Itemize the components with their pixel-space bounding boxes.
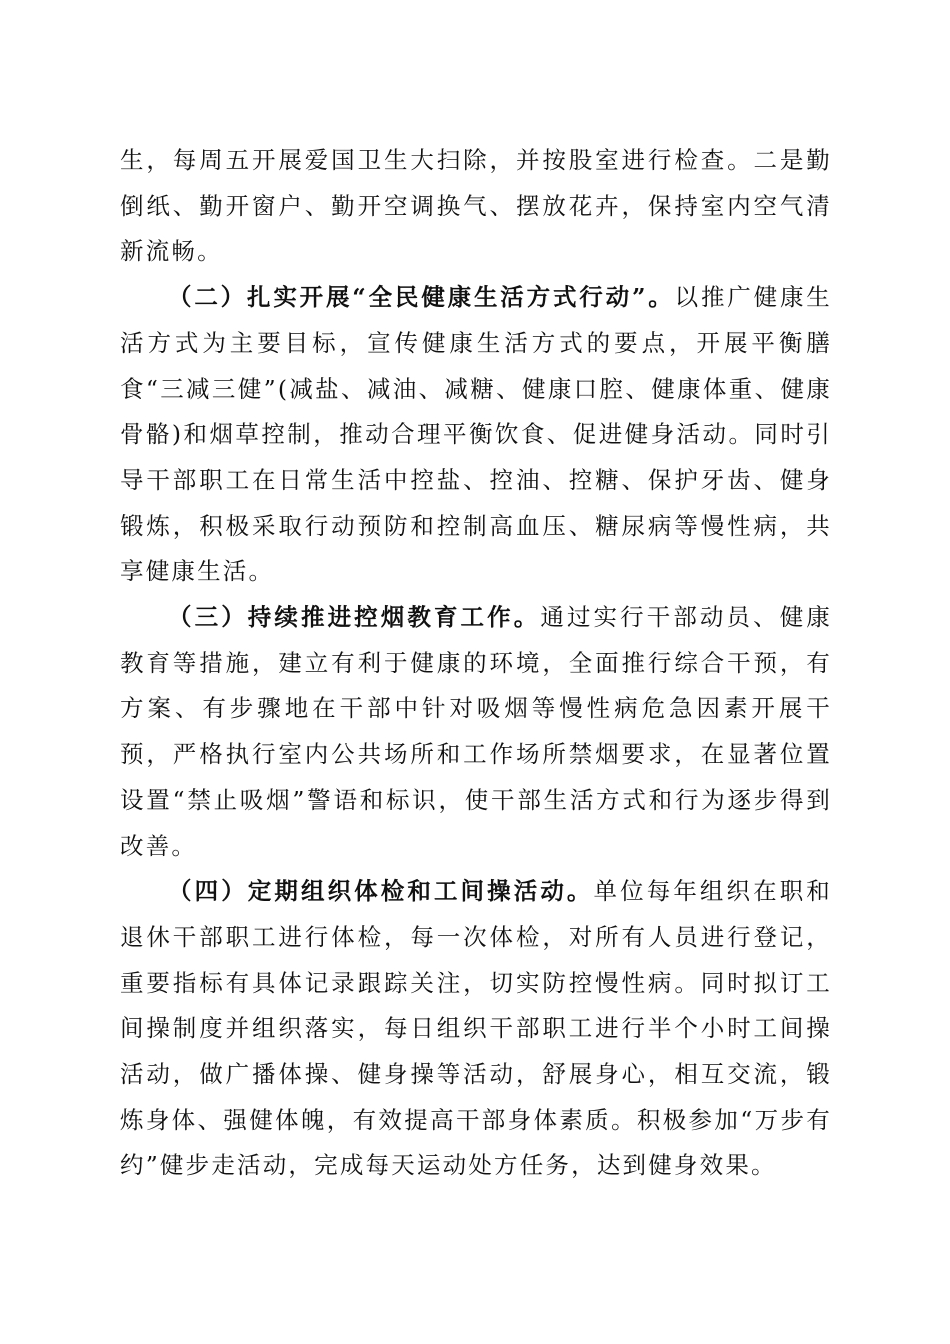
- paragraph-text: 生，每周五开展爱国卫生大扫除，并按股室进行检查。二是勤倒纸、勤开窗户、勤开空调换气、摆放花卉，保持室内空气清新流畅。: [120, 146, 832, 266]
- section-heading: （三）持续推进控烟教育工作。: [168, 603, 541, 632]
- section-heading: （二）扎实开展“全民健康生活方式行动”。: [168, 283, 675, 312]
- paragraph-continuation: [120, 138, 832, 275]
- paragraph-text: 单位每年组织在职和退休干部职工进行体检，每一次体检，对所有人员进行登记，重要指标有具体记录跟踪关注，切实防控慢性病。同时拟订工间操制度并组织落实，每日组织干部职工进行半个小时工间操活动，做广播体操、健身操等活动，舒展身心，相互交流，锻炼身体、强健体魄，有效提高干部身体素质。积极参加“万步有约”健步走活动，完成每天运动处方任务，达到健身效果。: [120, 877, 832, 1180]
- paragraph-section-4: [120, 869, 832, 1189]
- paragraph-text: 通过实行干部动员、健康教育等措施，建立有利于健康的环境，全面推行综合干预，有方案、有步骤地在干部中针对吸烟等慢性病危急因素开展干预，严格执行室内公共场所和工作场所禁烟要求，在显著位置设置“禁止吸烟”警语和标识，使干部生活方式和行为逐步得到改善。: [120, 603, 832, 860]
- paragraph-section-2: [120, 275, 832, 595]
- paragraph-text: 以推广健康生活方式为主要目标，宣传健康生活方式的要点，开展平衡膳食“三减三健”(减盐、减油、减糖、健康口腔、健康体重、健康骨骼)和烟草控制，推动合理平衡饮食、促进健身活动。同时引导干部职工在日常生活中控盐、控油、控糖、保护牙齿、健身锻炼，积极采取行动预防和控制高血压、糖尿病等慢性病，共享健康生活。: [120, 283, 832, 586]
- paragraph-section-3: [120, 595, 832, 869]
- document-body: [120, 138, 832, 1189]
- section-heading: （四）定期组织体检和工间操活动。: [168, 877, 594, 906]
